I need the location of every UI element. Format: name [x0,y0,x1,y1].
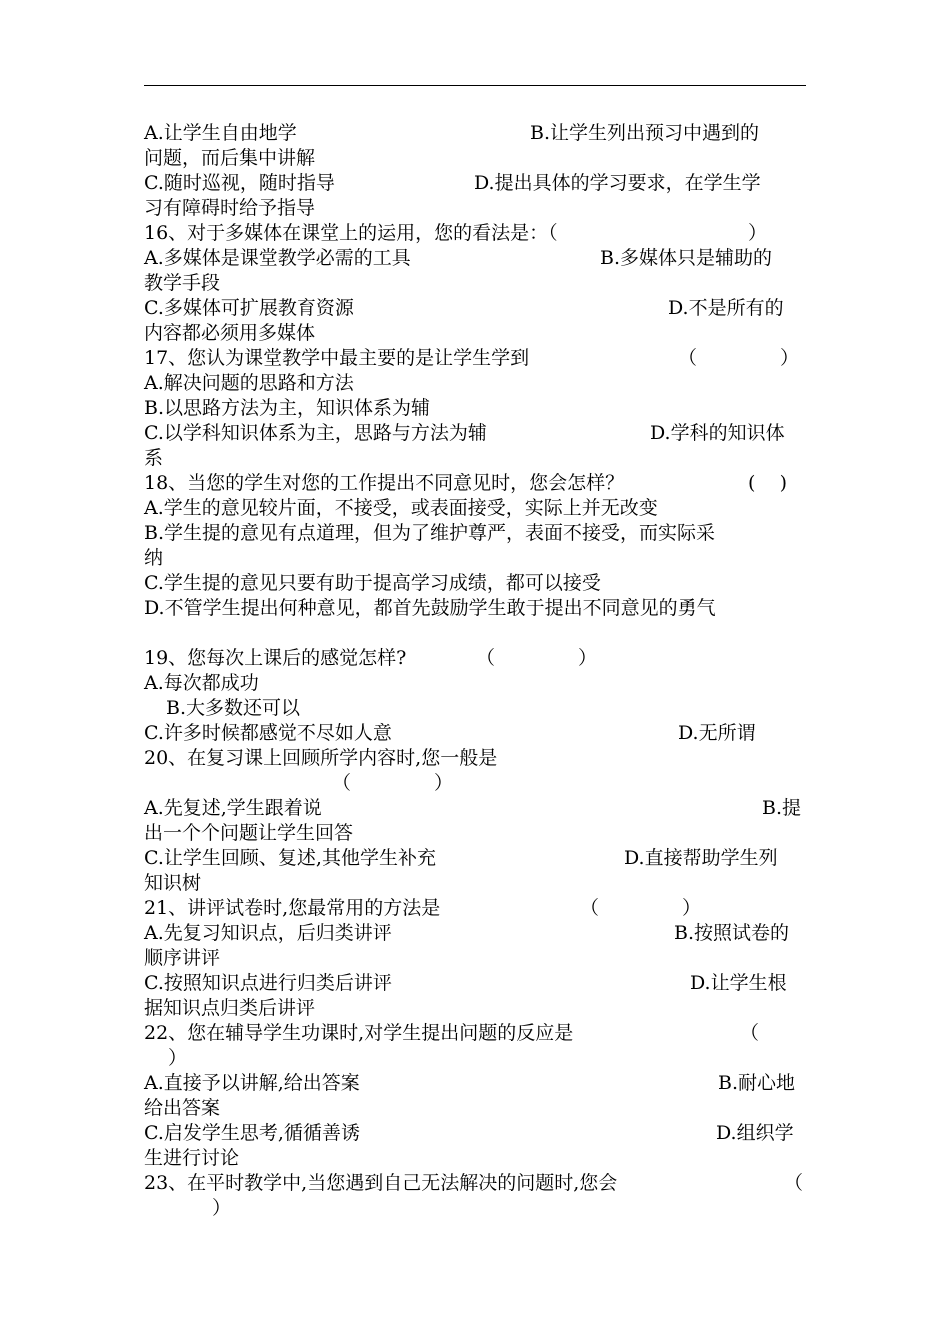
q22-option-a: A.直接予以讲解,给出答案 [144,1072,360,1094]
q16-option-a: A.多媒体是课堂教学必需的工具 [144,247,411,269]
q21-option-b: B.按照试卷的 [674,922,790,944]
q18-option-line [144,571,806,596]
q19-option-line [144,671,806,696]
q19-option-line [144,721,806,746]
q22-answer-open: （ [740,1022,760,1044]
q18-option-line [144,546,806,571]
q17-option-line [144,421,806,446]
q22-option-line [144,1121,806,1146]
q21-option-c: C.按照知识点进行归类后讲评 [144,972,392,994]
q17-option-b: B.以思路方法为主，知识体系为辅 [144,397,431,419]
q16-option-c: C.多媒体可扩展教育资源 [144,297,354,319]
q15-option-b: B.让学生列出预习中遇到的 [530,122,760,144]
q16-stem-line [144,221,806,246]
q21-option-line [144,996,806,1021]
q17-stem: 17、您认为课堂教学中最主要的是让学生学到 [144,347,530,369]
q22-option-d-cont: 生进行讨论 [144,1147,240,1169]
q17-option-d: D.学科的知识体 [650,422,785,444]
q19-option-c: C.许多时候都感觉不尽如人意 [144,722,392,744]
q20-option-b: B.提 [762,797,802,819]
q19-answer-close: ） [578,647,598,669]
q21-stem: 21、讲评试卷时,您最常用的方法是 [144,897,441,919]
q15-option-d: D.提出具体的学习要求，在学生学 [474,172,761,194]
q22-paren-line [144,1046,806,1071]
q17-option-c: C.以学科知识体系为主，思路与方法为辅 [144,422,487,444]
header-rule [144,85,806,86]
q20-option-line [144,871,806,896]
q16-option-line [144,271,806,296]
q16-option-b: B.多媒体只是辅助的 [600,247,773,269]
q18-option-a: A.学生的意见较片面，不接受，或表面接受，实际上并无改变 [144,497,658,519]
q20-option-c: C.让学生回顾、复述,其他学生补充 [144,847,436,869]
q22-answer-close: ） [168,1047,188,1069]
q21-answer-close: ） [682,897,702,919]
q15-option-line [144,171,806,196]
q23-stem-line [144,1171,806,1196]
q20-option-d: D.直接帮助学生列 [624,847,778,869]
q19-stem-line [144,646,806,671]
q16-option-b-cont: 教学手段 [144,272,221,294]
q18-stem-line [144,471,806,496]
q23-answer-open: （ [784,1172,804,1194]
q15-option-line [144,196,806,221]
q15-option-b-cont: 问题，而后集中讲解 [144,147,316,169]
q17-option-line [144,446,806,471]
q21-option-d-cont: 据知识点归类后讲评 [144,997,316,1019]
q18-stem: 18、当您的学生对您的工作提出不同意见时，您会怎样？ [144,472,625,494]
q22-option-line [144,1146,806,1171]
questionnaire-body [144,121,806,1221]
q18-option-line [144,521,806,546]
q22-option-b: B.耐心地 [718,1072,796,1094]
q22-stem: 22、您在辅导学生功课时,对学生提出问题的反应是 [144,1022,574,1044]
q20-stem-line [144,746,806,771]
q18-option-line [144,496,806,521]
q21-option-b-cont: 顺序讲评 [144,947,221,969]
q20-option-line [144,821,806,846]
q16-answer-close: ） [748,222,768,244]
q19-stem: 19、您每次上课后的感觉怎样? [144,647,407,669]
q17-option-d-cont: 系 [144,447,164,469]
q17-option-line [144,371,806,396]
q20-option-line [144,796,806,821]
q22-option-d: D.组织学 [716,1122,794,1144]
q18-answer-paren: ( ) [748,472,787,494]
q16-option-d: D.不是所有的 [668,297,784,319]
q19-answer-open: （ [476,647,496,669]
q22-stem-line [144,1021,806,1046]
q18-option-b: B.学生提的意见有点道理，但为了维护尊严，表面不接受，而实际采 [144,522,716,544]
q15-option-c: C.随时巡视，随时指导 [144,172,335,194]
q17-answer-open: （ [678,347,698,369]
q20-option-a: A.先复述,学生跟着说 [144,797,322,819]
q21-option-line [144,921,806,946]
q15-option-line [144,121,806,146]
q21-stem-line [144,896,806,921]
q15-option-a: A.让学生自由地学 [144,122,297,144]
q21-option-d: D.让学生根 [690,972,787,994]
q16-option-line [144,296,806,321]
q18-option-d: D.不管学生提出何种意见，都首先鼓励学生敢于提出不同意见的勇气 [144,597,716,619]
q21-option-line [144,971,806,996]
q18-option-b-cont: 纳 [144,547,164,569]
q17-answer-close: ） [780,347,800,369]
q21-answer-open: （ [580,897,600,919]
q22-option-line [144,1071,806,1096]
q22-option-line [144,1096,806,1121]
q15-option-d-cont: 习有障碍时给予指导 [144,197,316,219]
q17-option-line [144,396,806,421]
q20-option-d-cont: 知识树 [144,872,202,894]
q17-stem-line [144,346,806,371]
q18-option-line [144,596,806,621]
q21-option-line [144,946,806,971]
q23-stem: 23、在平时教学中,当您遇到自己无法解决的问题时,您会 [144,1172,618,1194]
q23-paren-line [144,1196,806,1221]
q20-paren-line [144,771,806,796]
q19-option-a: A.每次都成功 [144,672,259,694]
q20-answer-close: ） [434,772,454,794]
q15-option-line [144,146,806,171]
q20-option-b-cont: 出一个个问题让学生回答 [144,822,354,844]
q19-option-b: B.大多数还可以 [166,697,301,719]
q23-answer-close: ） [212,1197,232,1219]
q16-stem: 16、对于多媒体在课堂上的运用，您的看法是：（ [144,222,558,244]
q16-option-line [144,321,806,346]
q17-option-a: A.解决问题的思路和方法 [144,372,354,394]
q20-stem: 20、在复习课上回顾所学内容时,您一般是 [144,747,498,769]
q16-option-line [144,246,806,271]
q22-option-b-cont: 给出答案 [144,1097,221,1119]
q19-option-d: D.无所谓 [678,722,756,744]
q18-option-c: C.学生提的意见只要有助于提高学习成绩，都可以接受 [144,572,601,594]
q19-option-line [144,696,806,721]
q16-option-d-cont: 内容都必须用多媒体 [144,322,316,344]
q20-option-line [144,846,806,871]
q21-option-a: A.先复习知识点，后归类讲评 [144,922,392,944]
q20-answer-open: （ [332,772,352,794]
q22-option-c: C.启发学生思考,循循善诱 [144,1122,360,1144]
paragraph-gap [144,621,806,646]
